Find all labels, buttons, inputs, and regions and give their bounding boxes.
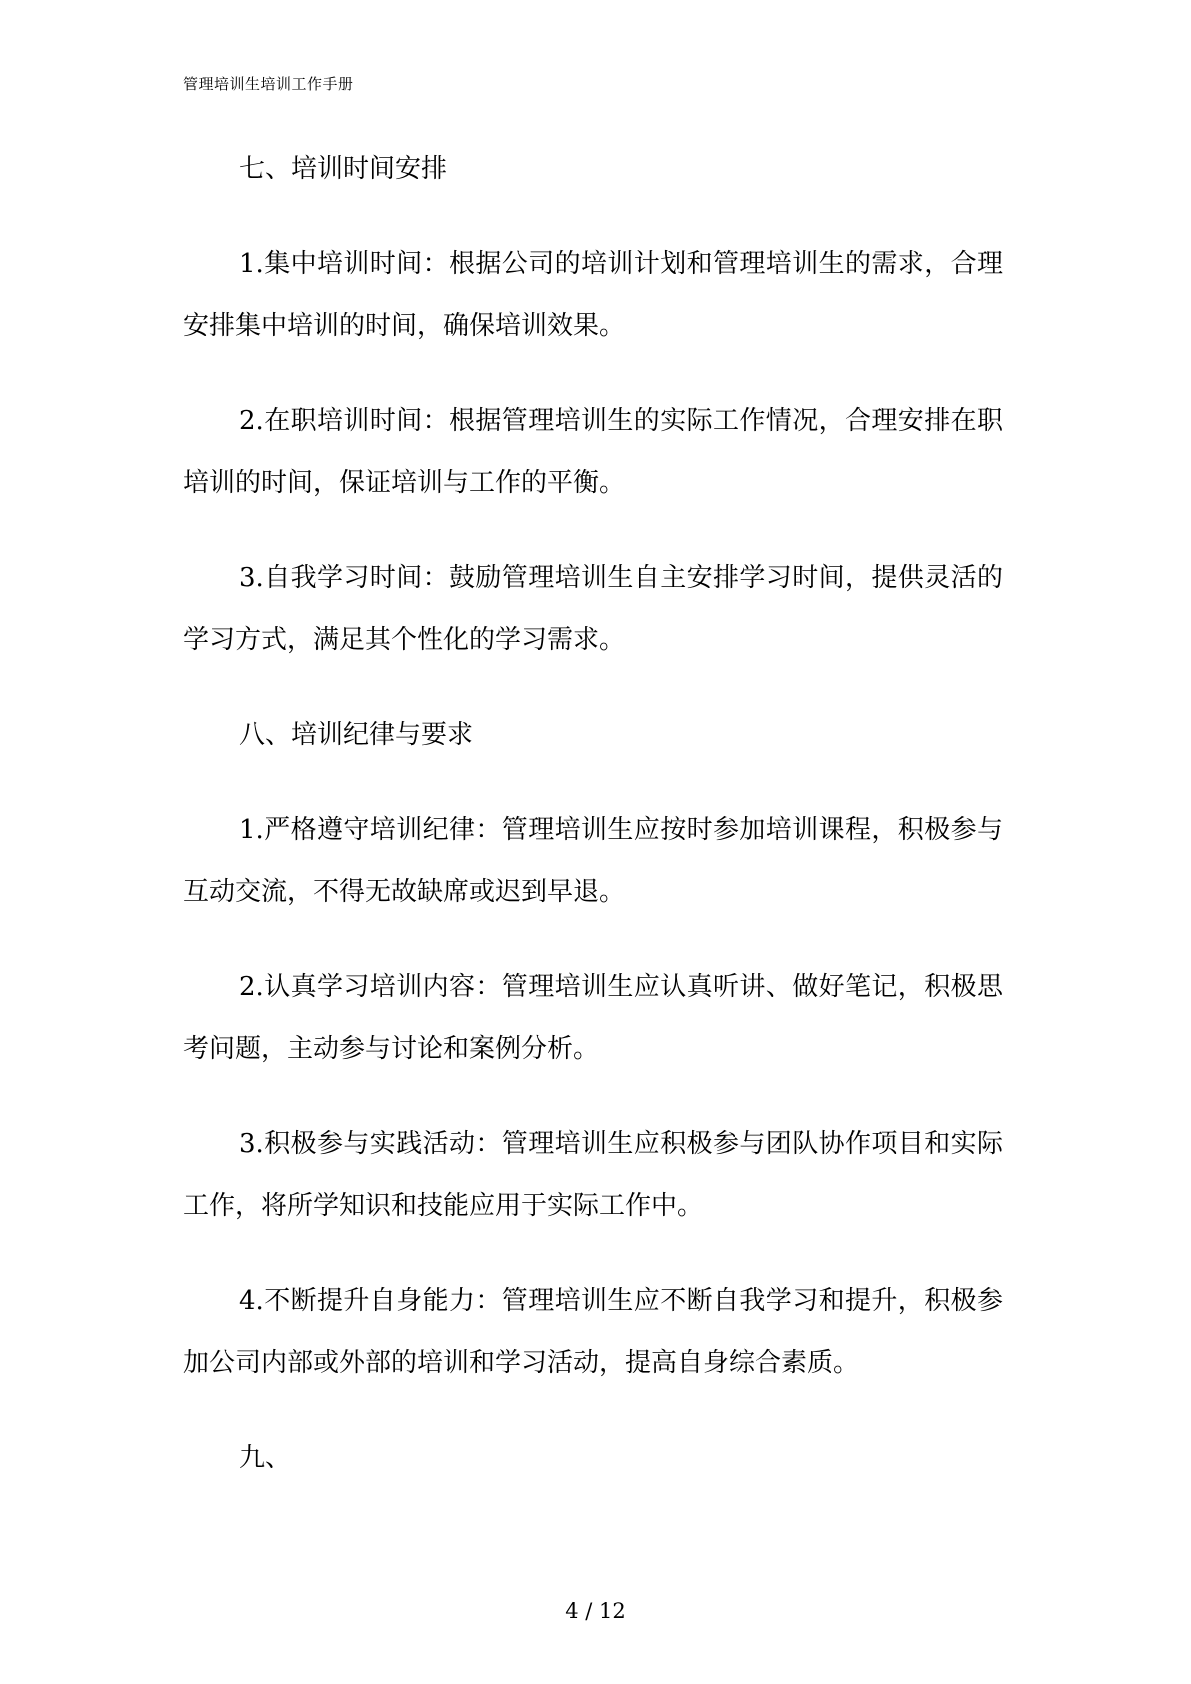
paragraph-7-1: 1.集中培训时间：根据公司的培训计划和管理培训生的需求，合理安排集中培训的时间，确保培训效果。 xyxy=(183,249,1003,341)
paragraph-8-4: 4.不断提升自身能力：管理培训生应不断自我学习和提升，积极参加公司内部或外部的培训和学习活动，提高自身综合素质。 xyxy=(183,1286,1003,1378)
page-body xyxy=(183,138,1003,1522)
running-header: 管理培训生培训工作手册 xyxy=(183,75,354,93)
section-heading-9: 九、 xyxy=(239,1443,292,1473)
paragraph-8-2: 2.认真学习培训内容：管理培训生应认真听讲、做好笔记，积极思考问题，主动参与讨论和案例分析。 xyxy=(183,972,1003,1064)
paragraph-7-2: 2.在职培训时间：根据管理培训生的实际工作情况，合理安排在职培训的时间，保证培训与工作的平衡。 xyxy=(183,406,1003,498)
paragraph-8-3: 3.积极参与实践活动：管理培训生应积极参与团队协作项目和实际工作，将所学知识和技能应用于实际工作中。 xyxy=(183,1129,1003,1221)
section-heading-8: 八、培训纪律与要求 xyxy=(239,720,474,750)
section-heading-7: 七、培训时间安排 xyxy=(239,154,448,184)
paragraph-7-3: 3.自我学习时间：鼓励管理培训生自主安排学习时间，提供灵活的学习方式，满足其个性化的学习需求。 xyxy=(183,563,1003,655)
paragraph-8-1: 1.严格遵守培训纪律：管理培训生应按时参加培训课程，积极参与互动交流，不得无故缺席或迟到早退。 xyxy=(183,815,1003,907)
page-number: 4 / 12 xyxy=(565,1599,626,1623)
